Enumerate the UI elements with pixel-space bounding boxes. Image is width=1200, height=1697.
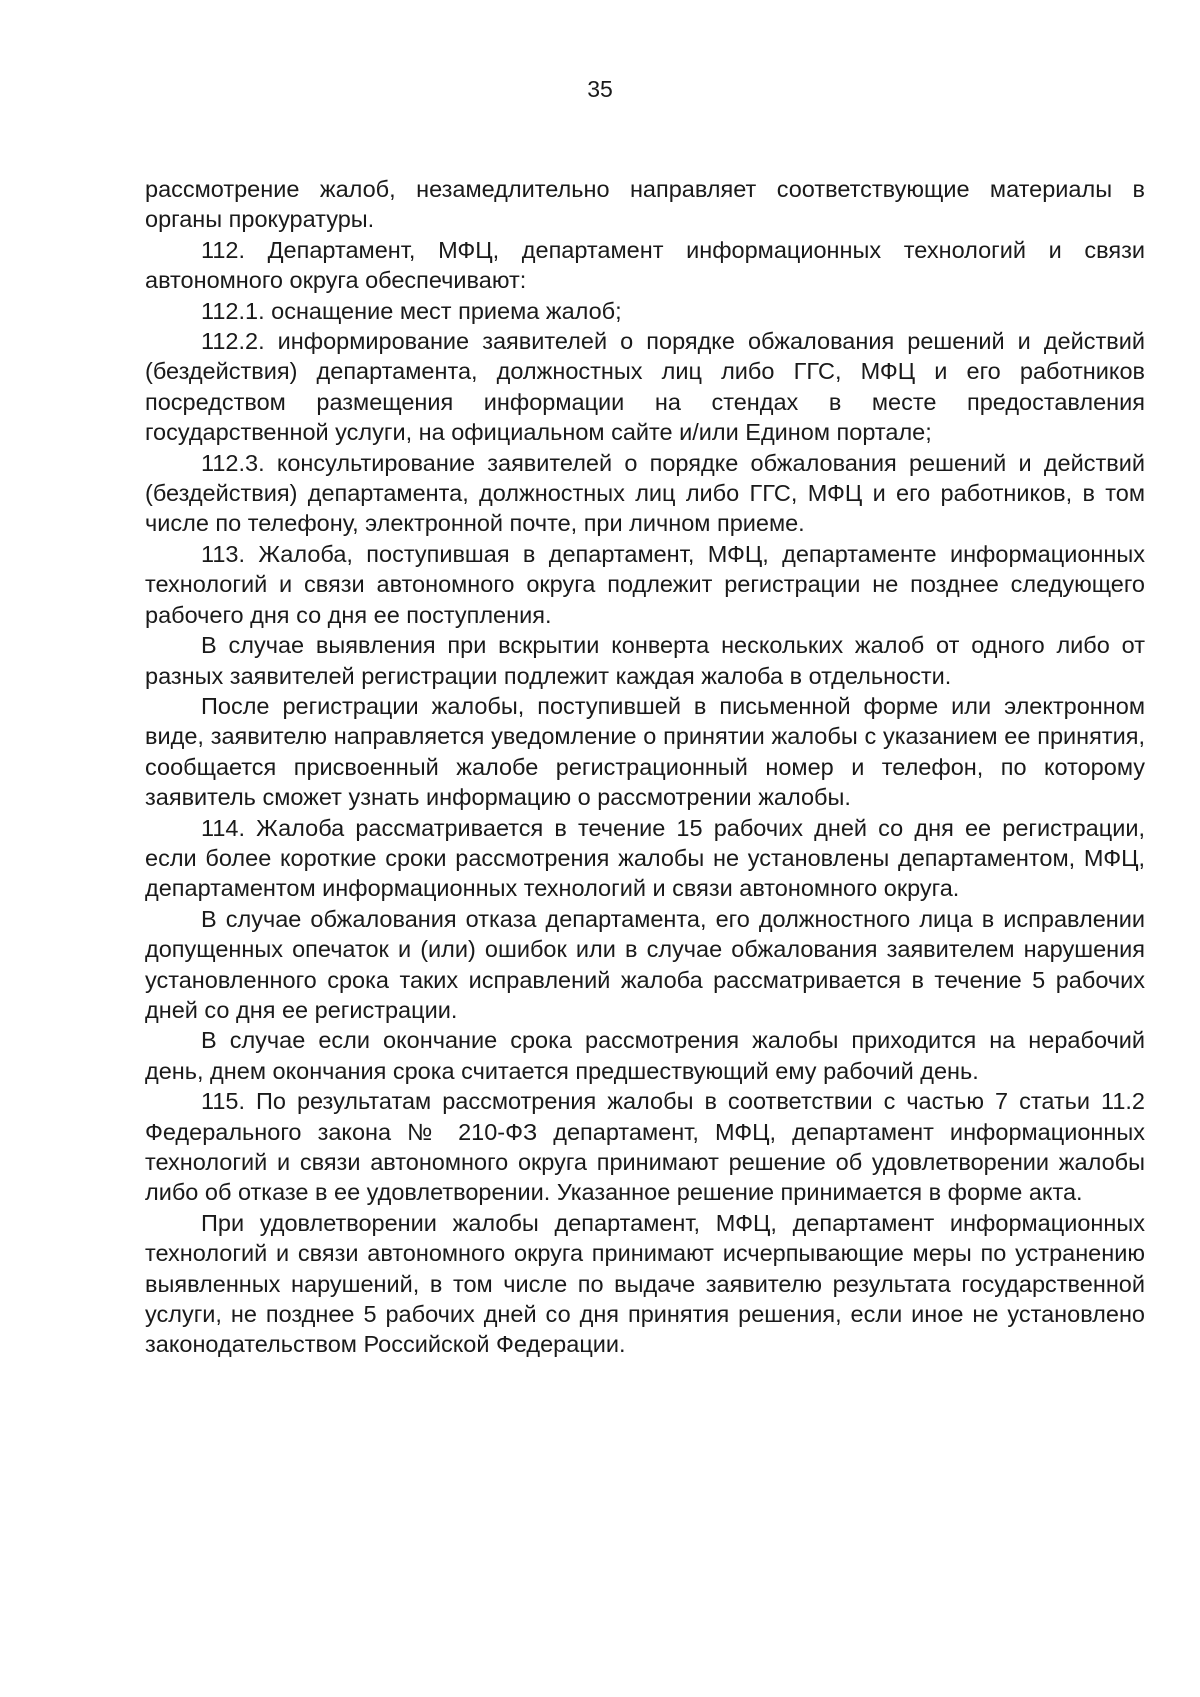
paragraph-112-3: 112.3. консультирование заявителей о порядке обжалования решений и действий (бездействия) департамента, должностных лиц либо ГГС, МФЦ и его работников, в том числе по телефону, электронной почте, при личном приеме.	[145, 449, 1145, 537]
paragraph-113-notification: После регистрации жалобы, поступившей в письменной форме или электронном виде, заявителю направляется уведомление о принятии жалобы с указанием ее принятия, сообщается присвоенный жалобе регистрационный номер и телефон, по которому заявитель сможет узнать информацию о рассмотрении жалобы.	[145, 692, 1145, 811]
paragraph-114-nonworking-day: В случае если окончание срока рассмотрения жалобы приходится на нерабочий день, днем окончания срока считается предшествующий ему рабочий день.	[145, 1027, 1145, 1084]
paragraph-113: 113. Жалоба, поступившая в департамент, МФЦ, департаменте информационных технологий и связи автономного округа подлежит регистрации не позднее следующего рабочего дня со дня ее поступления.	[145, 540, 1145, 628]
paragraph-112-2: 112.2. информирование заявителей о порядке обжалования решений и действий (бездействия) департамента, должностных лиц либо ГГС, МФЦ и его работников посредством размещения информации на стендах в месте предоставления государственной услуги, на официальном сайте и/или Едином портале;	[145, 328, 1145, 446]
paragraph-continuation: рассмотрение жалоб, незамедлительно направляет соответствующие материалы в органы прокуратуры.	[145, 176, 1145, 233]
paragraph-113-multiple-complaints: В случае выявления при вскрытии конверта нескольких жалоб от одного либо от разных заявителей регистрации подлежит каждая жалоба в отдельности.	[145, 632, 1145, 689]
page-number: 35	[587, 76, 613, 102]
document-body	[145, 174, 1145, 1360]
paragraph-114-corrections: В случае обжалования отказа департамента, его должностного лица в исправлении допущенных опечаток и (или) ошибок или в случае обжалования заявителем нарушения установленного срока таких исправлений жалоба рассматривается в течение 5 рабочих дней со дня ее регистрации.	[145, 905, 1145, 1023]
paragraph-114: 114. Жалоба рассматривается в течение 15 рабочих дней со дня ее регистрации, если более короткие сроки рассмотрения жалобы не установлены департаментом, МФЦ, департаментом информационных технологий и связи автономного округа.	[145, 814, 1145, 902]
paragraph-115: 115. По результатам рассмотрения жалобы в соответствии с частью 7 статьи 11.2 Федерального закона № 210-ФЗ департамент, МФЦ, департамент информационных технологий и связи автономного округа принимают решение об удовлетворении жалобы либо об отказе в ее удовлетворении. Указанное решение принимается в форме акта.	[145, 1088, 1145, 1206]
paragraph-112-1: 112.1. оснащение мест приема жалоб;	[201, 297, 622, 324]
paragraph-112: 112. Департамент, МФЦ, департамент информационных технологий и связи автономного округа обеспечивают:	[145, 236, 1145, 294]
paragraph-115-satisfaction: При удовлетворении жалобы департамент, МФЦ, департамент информационных технологий и связи автономного округа принимают исчерпывающие меры по устранению выявленных нарушений, в том числе по выдаче заявителю результата государственной услуги, не позднее 5 рабочих дней со дня принятия решения, если иное не установлено законодательством Российской Федерации.	[145, 1209, 1145, 1358]
